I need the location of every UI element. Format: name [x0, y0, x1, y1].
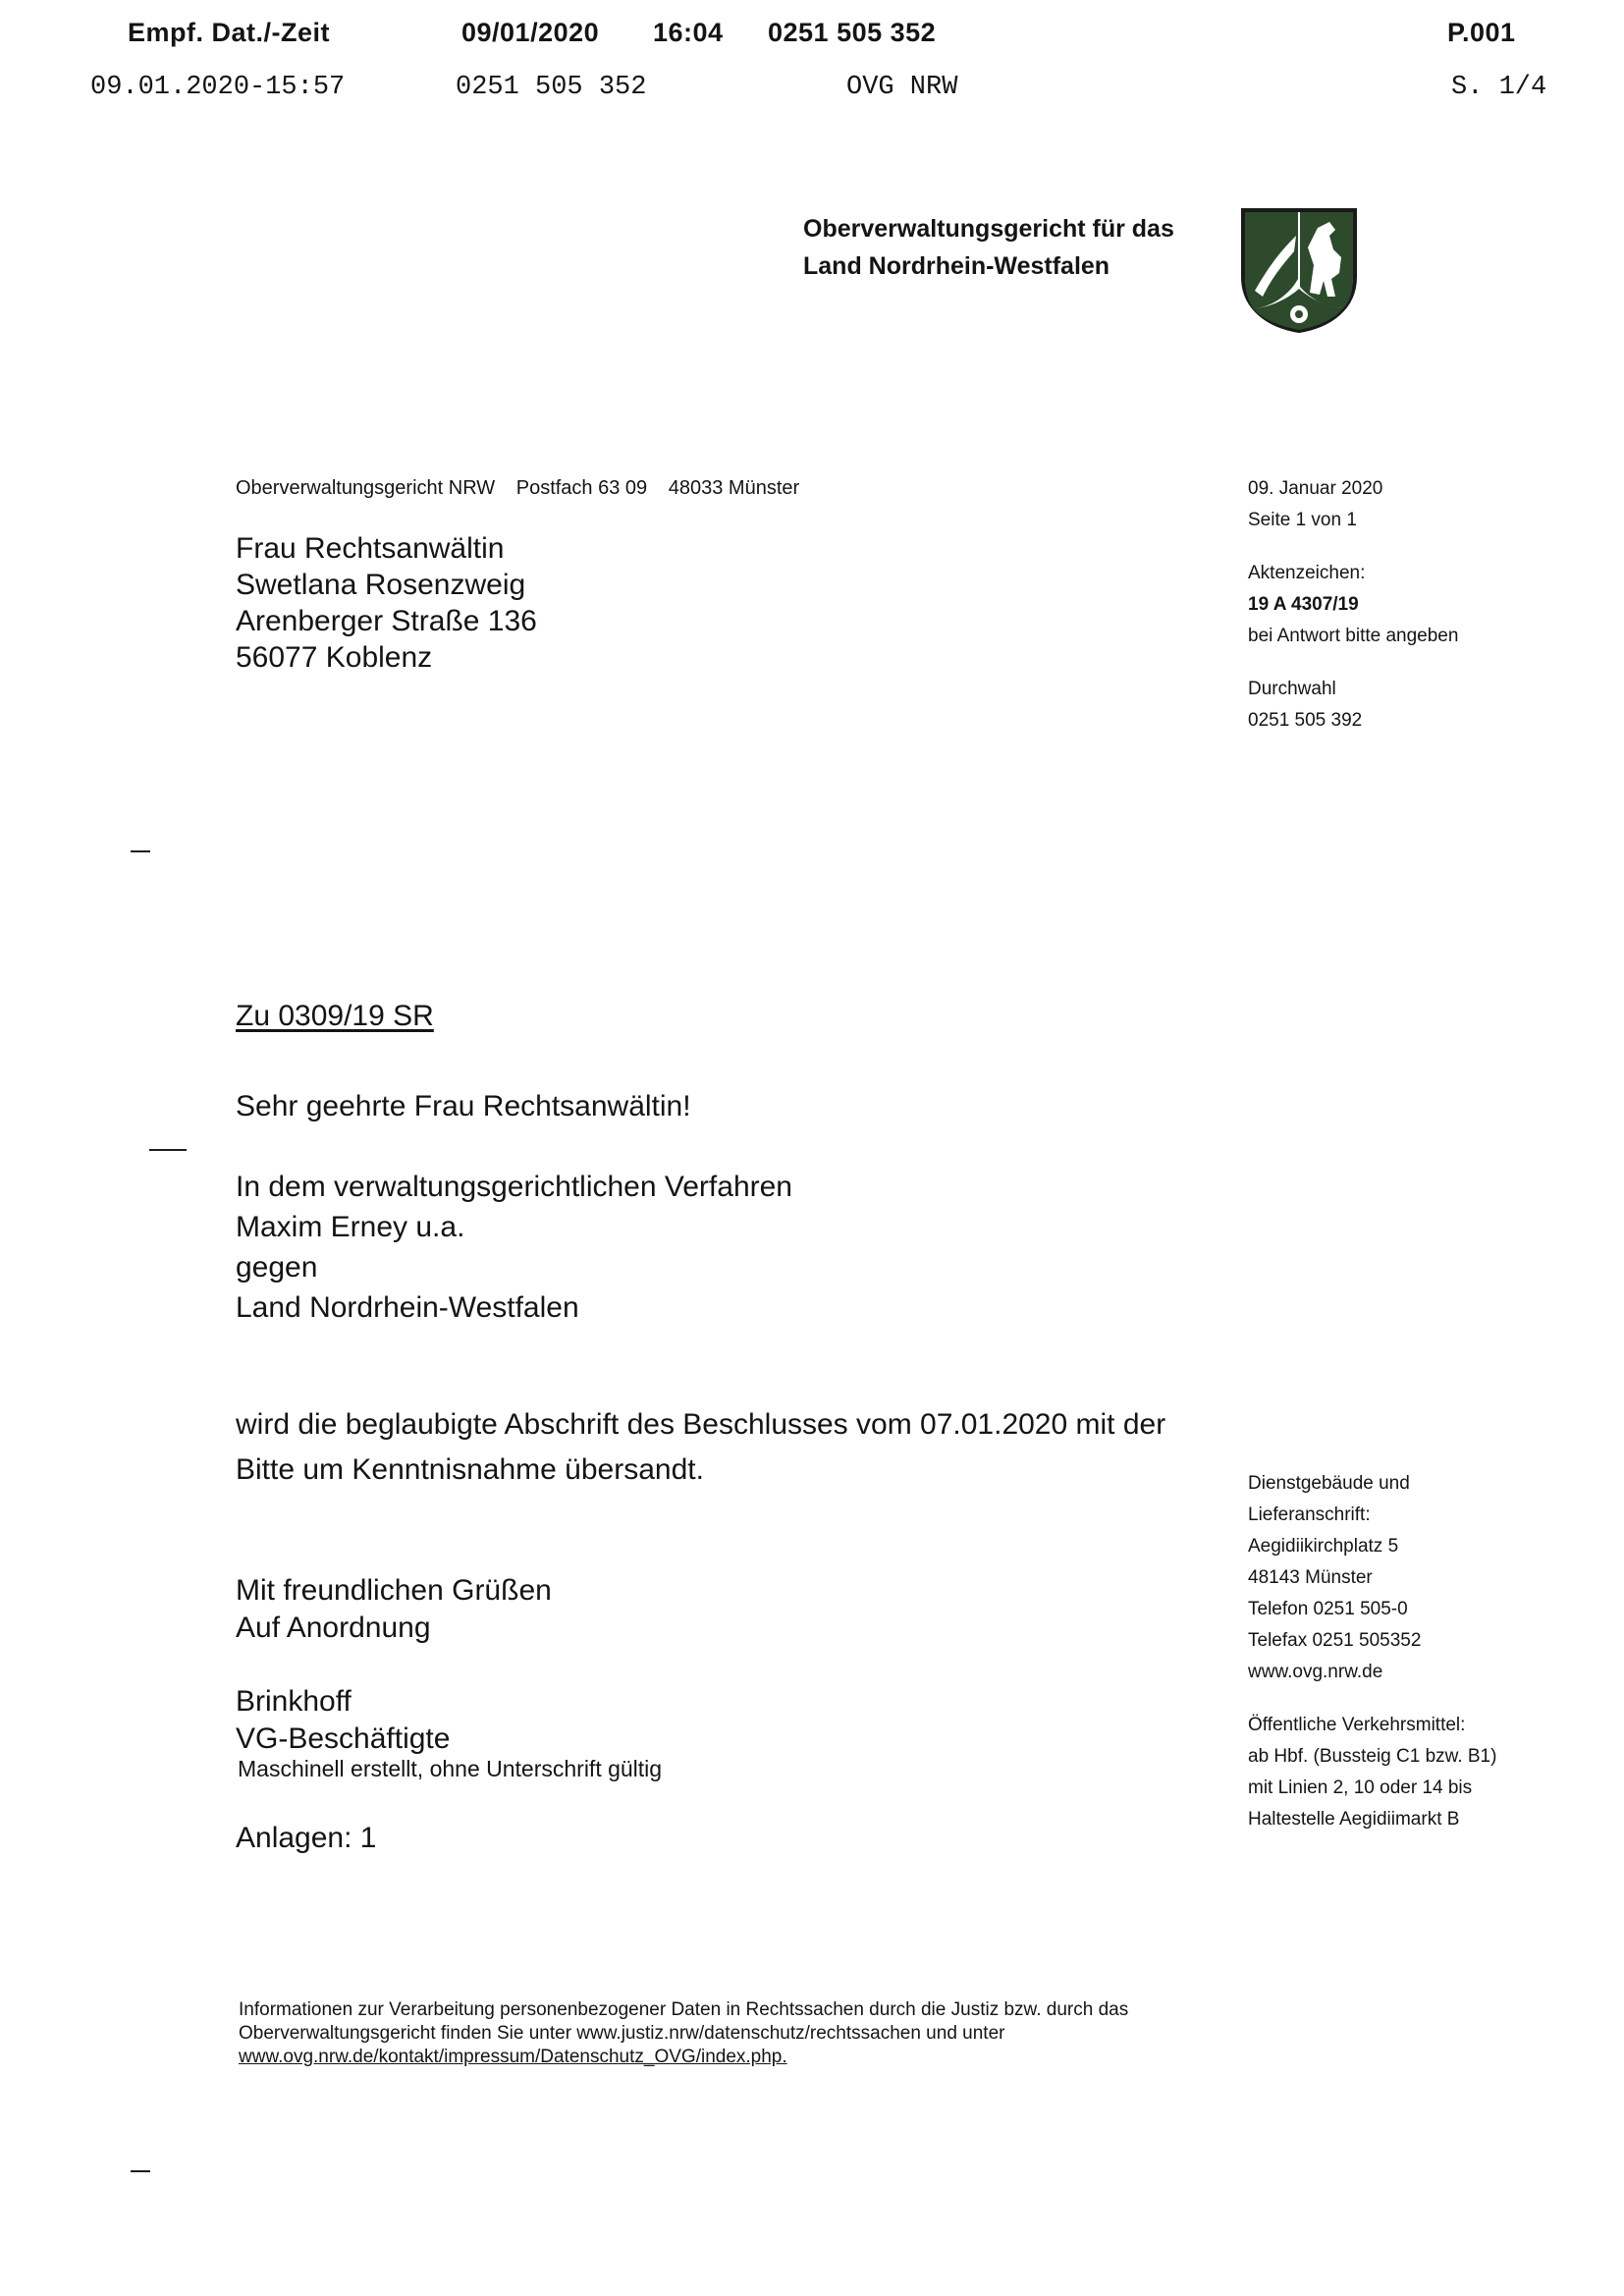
sender-city: 48033 Münster [668, 477, 800, 499]
file-number-label: Aktenzeichen: [1248, 563, 1366, 583]
sender-name: Oberverwaltungsgericht NRW [236, 477, 496, 499]
transit-line-3: Haltestelle Aegidiimarkt B [1248, 1809, 1460, 1830]
proceeding-line-4: Land Nordrhein-Westfalen [236, 1291, 579, 1324]
court-title-line-2: Land Nordrhein-Westfalen [803, 252, 1110, 280]
office-line-1: Dienstgebäude und [1248, 1473, 1410, 1494]
fax-received-label: Empf. Dat./-Zeit [128, 18, 331, 47]
signer-name: Brinkhoff [236, 1685, 352, 1718]
transit-label: Öffentliche Verkehrsmittel: [1248, 1715, 1466, 1735]
signer-block [236, 1683, 450, 1758]
body-paragraph [236, 1402, 1165, 1493]
body-line-2: Bitte um Kenntnisnahme übersandt. [236, 1453, 704, 1486]
closing-line-2: Auf Anordnung [236, 1612, 431, 1644]
file-number-note: bei Antwort bitte angeben [1248, 626, 1459, 646]
fax-received-page: P.001 [1447, 18, 1516, 47]
extension-number: 0251 505 392 [1248, 710, 1363, 731]
office-website: www.ovg.nrw.de [1248, 1662, 1383, 1682]
court-title-line-1: Oberverwaltungsgericht für das [803, 215, 1174, 243]
closing-line-1: Mit freundlichen Grüßen [236, 1574, 552, 1607]
court-title [803, 210, 1216, 285]
sender-address-line [236, 477, 815, 500]
footnote-line-1: Informationen zur Verarbeitung personenbezogener Daten in Rechtssachen durch die Justiz bzw. durch das [239, 1999, 1129, 2020]
fax-received-date: 09/01/2020 [461, 18, 600, 47]
office-address-block [1248, 1468, 1496, 1835]
proceeding-line-1: In dem verwaltungsgerichtlichen Verfahren [236, 1171, 792, 1203]
recipient-line-3: Arenberger Straße 136 [236, 605, 537, 637]
proceeding-line-2: Maxim Erney u.a. [236, 1211, 465, 1243]
fax-sent-number: 0251 505 352 [456, 73, 647, 102]
salutation: Sehr geehrte Frau Rechtsanwältin! [236, 1090, 691, 1122]
recipient-line-2: Swetlana Rosenzweig [236, 569, 526, 601]
proceeding-line-3: gegen [236, 1251, 318, 1284]
file-number: 19 A 4307/19 [1248, 594, 1359, 615]
signer-role: VG-Beschäftigte [236, 1722, 451, 1755]
nrw-coat-of-arms-icon [1239, 206, 1359, 334]
privacy-footnote [239, 1998, 1128, 2069]
office-phone: Telefon 0251 505-0 [1248, 1599, 1408, 1619]
page-count: Seite 1 von 1 [1248, 510, 1357, 530]
fold-mark [131, 2170, 150, 2172]
attachments: Anlagen: 1 [236, 1822, 377, 1854]
reference-line: Zu 0309/19 SR [236, 1000, 434, 1032]
fax-sent-page: S. 1/4 [1451, 73, 1547, 102]
fax-sent-datetime: 09.01.2020-15:57 [90, 73, 346, 102]
office-line-3: Aegidiikirchplatz 5 [1248, 1536, 1399, 1557]
transit-line-2: mit Linien 2, 10 oder 14 bis [1248, 1777, 1473, 1798]
office-line-2: Lieferanschrift: [1248, 1504, 1371, 1525]
office-fax: Telefax 0251 505352 [1248, 1630, 1422, 1651]
fold-mark [131, 850, 150, 852]
office-line-4: 48143 Münster [1248, 1567, 1373, 1588]
signature-note: Maschinell erstellt, ohne Unterschrift gültig [238, 1756, 663, 1781]
privacy-link[interactable]: www.ovg.nrw.de/kontakt/impressum/Datenschutz_OVG/index.php. [239, 2047, 787, 2067]
fax-received-time: 16:04 [653, 18, 724, 47]
sender-postbox: Postfach 63 09 [515, 477, 648, 499]
recipient-address [236, 530, 537, 676]
footnote-line-2: Oberverwaltungsgericht finden Sie unter www.justiz.nrw/datenschutz/rechtssachen und unter [239, 2023, 1005, 2044]
letter-date: 09. Januar 2020 [1248, 478, 1383, 499]
recipient-line-1: Frau Rechtsanwältin [236, 532, 505, 565]
closing-block [236, 1572, 552, 1647]
fax-received-number: 0251 505 352 [768, 18, 937, 47]
recipient-line-4: 56077 Koblenz [236, 641, 433, 674]
punch-mark [149, 1149, 187, 1151]
info-block [1248, 473, 1458, 737]
extension-label: Durchwahl [1248, 679, 1336, 699]
body-line-1: wird die beglaubigte Abschrift des Beschlusses vom 07.01.2020 mit der [236, 1408, 1166, 1441]
fax-sent-sender: OVG NRW [846, 73, 958, 102]
transit-line-1: ab Hbf. (Bussteig C1 bzw. B1) [1248, 1746, 1497, 1767]
proceeding-block [236, 1167, 792, 1328]
